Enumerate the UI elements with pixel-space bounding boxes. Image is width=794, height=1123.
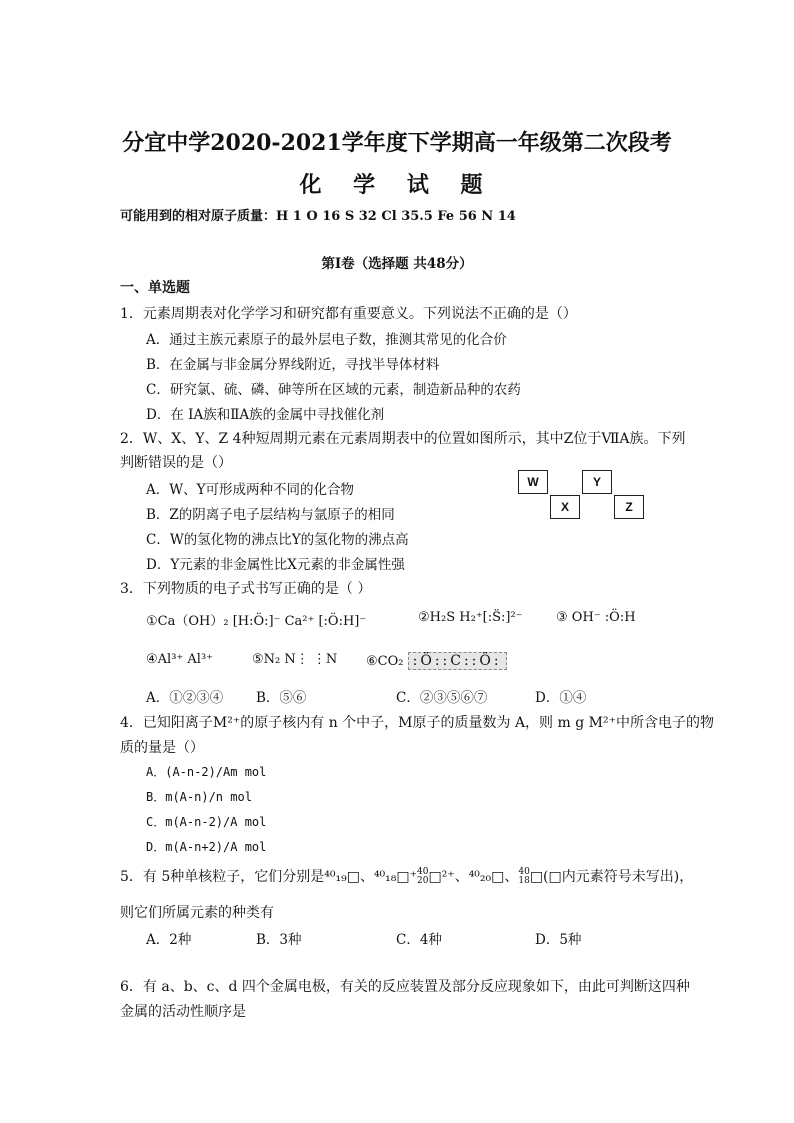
q5-suffix: □(□内元素符号未写出)， xyxy=(529,869,694,885)
q5-stem-line2: 则它们所属元素的种类有 xyxy=(120,905,274,921)
q2-stem-line2: 判断错误的是（） xyxy=(120,455,232,471)
q3-option-b: B．⑤⑥ xyxy=(256,690,307,706)
q5-prefix: 5．有 5种单核粒子，它们分别是 xyxy=(120,869,325,885)
q6-stem-line2: 金属的活动性顺序是 xyxy=(120,1004,246,1020)
part-heading: 第Ⅰ卷（选择题 共48分） xyxy=(321,256,473,272)
q5-option-b: B．3种 xyxy=(256,932,302,948)
cell-z: Z xyxy=(614,495,644,519)
q5-nuclide-3-number: 20 xyxy=(417,876,429,886)
atomic-masses: 可能用到的相对原子质量：H 1 O 16 S 32 Cl 35.5 Fe 56 N 14 xyxy=(120,209,516,224)
cell-y: Y xyxy=(582,470,612,494)
q3-formula-2: ②H₂S H₂⁺[:S̈:]²⁻ xyxy=(418,610,523,625)
q5-nuclide-5 xyxy=(518,868,529,886)
q3-formula-6 xyxy=(366,652,507,670)
q5-stem-line1 xyxy=(120,866,693,886)
q5-option-c: C．4种 xyxy=(396,932,442,948)
q1-option-b: B．在金属与非金属分界线附近，寻找半导体材料 xyxy=(146,357,440,373)
q3-formula-3: ③ OH⁻ :Ö:H xyxy=(556,610,636,625)
q1-stem: 1．元素周期表对化学学习和研究都有重要意义。下列说法不正确的是（） xyxy=(120,306,577,322)
q6-stem-line1: 6．有 a、b、c、d 四个金属电极，有关的反应装置及部分反应现象如下，由此可判断这四种 xyxy=(120,979,690,995)
page-title: 分宜中学2020-2021学年度下学期高一年级第二次段考 xyxy=(122,130,672,156)
q4-option-b: B．m(A-n)/n mol xyxy=(146,790,252,804)
q3-option-c: C．②③⑤⑥⑦ xyxy=(396,690,488,706)
q5-option-d: D．5种 xyxy=(535,932,582,948)
periodic-table-fragment xyxy=(516,468,646,522)
q3-option-a: A．①②③④ xyxy=(146,690,224,706)
q5-nuclide-3 xyxy=(417,868,428,886)
co2-electron-formula: :Ö::C::Ö: xyxy=(408,652,507,670)
q1-option-c: C．研究氯、硫、磷、砷等所在区域的元素，制造新品种的农药 xyxy=(146,382,521,398)
q3-formula-6-label: ⑥CO₂ xyxy=(366,654,404,669)
q2-option-b: B．Z的阴离子电子层结构与氩原子的相同 xyxy=(146,507,395,523)
q3-formula-4: ④Al³⁺ Al³⁺ xyxy=(146,652,214,667)
q5-nuclide-3-mass: 40 xyxy=(417,867,429,877)
q5-nuclide-5-mass: 40 xyxy=(518,867,530,877)
q5-particles-1: ⁴⁰₁₉□、⁴⁰₁₈□⁺ xyxy=(324,869,418,885)
q3-formula-1: ①Ca（OH）₂ [H:Ö:]⁻ Ca²⁺ [:Ö:H]⁻ xyxy=(146,614,367,629)
q2-option-a: A．W、Y可形成两种不同的化合物 xyxy=(146,482,355,498)
q5-nuclide-5-number: 18 xyxy=(518,876,530,886)
cell-x: X xyxy=(550,495,580,519)
q5-option-a: A．2种 xyxy=(146,932,192,948)
section-heading: 一、单选题 xyxy=(120,280,190,296)
q1-option-a: A．通过主族元素原子的最外层电子数，推测其常见的化合价 xyxy=(146,332,507,348)
q1-option-d: D．在 IA族和ⅡA族的金属中寻找催化剂 xyxy=(146,407,385,423)
q4-option-a: A．(A-n-2)/Am mol xyxy=(146,765,267,779)
q3-stem: 3．下列物质的电子式书写正确的是（ ） xyxy=(120,581,372,597)
q5-particles-2: □²⁺、⁴⁰₂₀□、 xyxy=(428,869,519,885)
q4-stem-line2: 质的量是（） xyxy=(120,740,204,756)
q3-option-d: D．①④ xyxy=(535,690,587,706)
subject-title: 化 学 试 题 xyxy=(299,172,495,198)
q4-option-d: D．m(A-n+2)/A mol xyxy=(146,840,267,854)
q3-formula-5: ⑤N₂ N⋮ ⋮N xyxy=(252,652,338,667)
q2-option-d: D．Y元素的非金属性比X元素的非金属性强 xyxy=(146,557,405,573)
q2-stem-line1: 2．W、X、Y、Z 4种短周期元素在元素周期表中的位置如图所示，其中Z位于ⅦA族。下列 xyxy=(120,431,686,447)
cell-w: W xyxy=(518,470,548,494)
q4-stem-line1: 4．已知阳离子M²⁺的原子核内有 n 个中子，M原子的质量数为 A，则 m g M²⁺中所含电子的物 xyxy=(120,715,714,731)
q4-option-c: C．m(A-n-2)/A mol xyxy=(146,815,267,829)
q2-option-c: C．W的氢化物的沸点比Y的氢化物的沸点高 xyxy=(146,532,409,548)
